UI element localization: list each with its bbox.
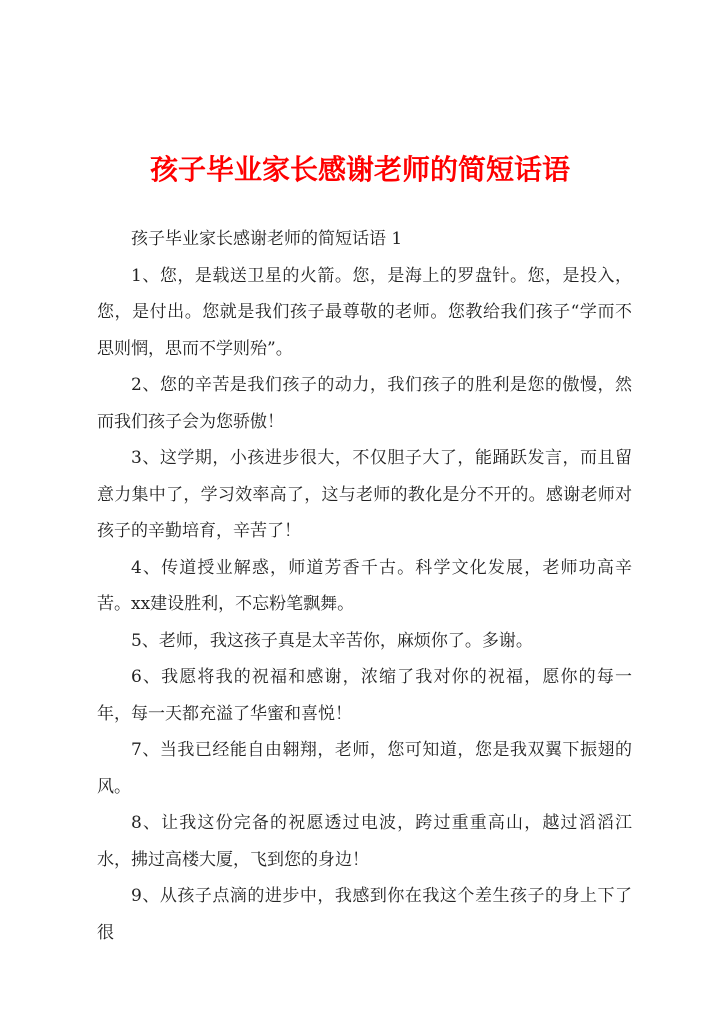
document-title: 孩子毕业家长感谢老师的简短话语 xyxy=(149,153,570,186)
paragraph-3: 3、这学期，小孩进步很大，不仅胆子大了，能踊跃发言，而且留意力集中了，学习效率高了，这与老师的教化是分不开的。感谢老师对孩子的辛勤培育，辛苦了！ xyxy=(97,448,632,541)
paragraph-5: 5、老师，我这孩子真是太辛苦你，麻烦你了。多谢。 xyxy=(131,630,533,651)
section-heading: 孩子毕业家长感谢老师的简短话语 1 xyxy=(131,229,403,249)
paragraph-1: 1、您，是载送卫星的火箭。您，是海上的罗盘针。您，是投入，您，是付出。您就是我们孩子最尊敬的老师。您教给我们孩子“学而不思则惘，思而不学则殆”。 xyxy=(97,265,632,359)
paragraph-2: 2、您的辛苦是我们孩子的动力，我们孩子的胜利是您的傲慢，然而我们孩子会为您骄傲！ xyxy=(97,375,632,432)
paragraph-8: 8、让我这份完备的祝愿透过电波，跨过重重高山，越过滔滔江水，拂过高楼大厦，飞到您的身边！ xyxy=(97,813,632,870)
paragraph-9: 9、从孩子点滴的进步中，我感到你在我这个差生孩子的身上下了很 xyxy=(97,886,632,943)
paragraph-6: 6、我愿将我的祝福和感谢，浓缩了我对你的祝福，愿你的每一年，每一天都充溢了华蜜和喜悦！ xyxy=(97,667,632,724)
paragraph-7: 7、当我已经能自由翱翔，老师，您可知道，您是我双翼下振翅的风。 xyxy=(97,740,632,797)
paragraph-4: 4、传道授业解惑，师道芳香千古。科学文化发展，老师功高辛苦。xx建设胜利，不忘粉笔飘舞。 xyxy=(97,557,632,614)
document-body xyxy=(97,221,632,951)
